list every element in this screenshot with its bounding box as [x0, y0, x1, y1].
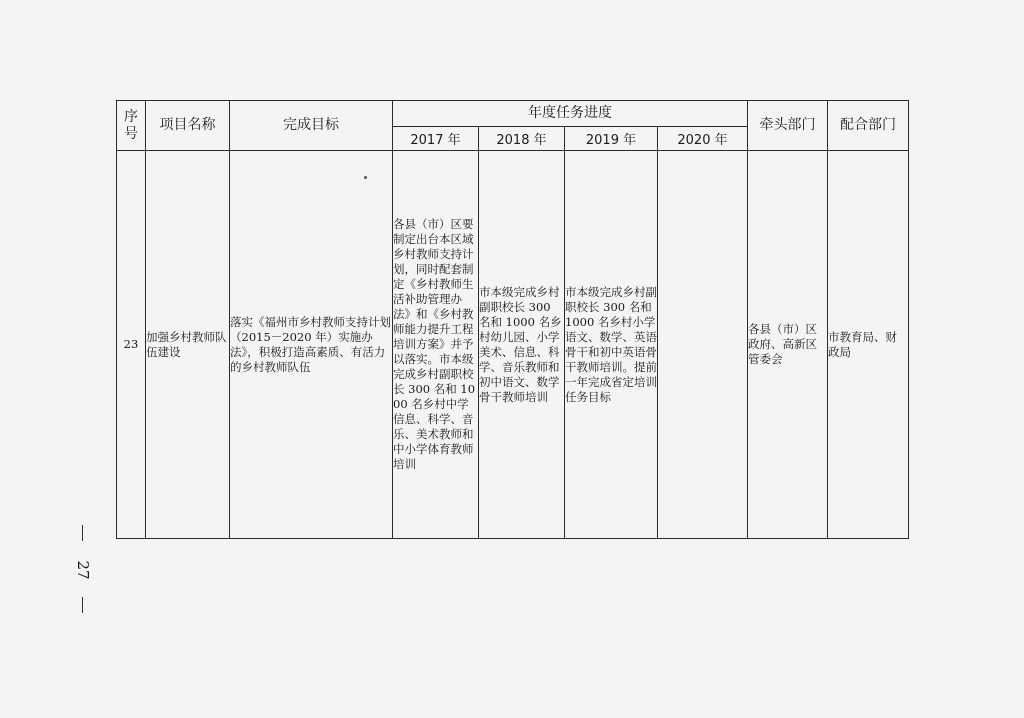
row-project-name: 加强乡村教师队伍建设 [146, 151, 230, 539]
row-lead-dept: 各县（市）区政府、高新区管委会 [748, 151, 828, 539]
page-number [70, 525, 100, 615]
row-seq: 23 [117, 151, 146, 539]
table-row [117, 151, 909, 539]
row-progress-2018: 市本级完成乡村副职校长 300 名和 1000 名乡村幼儿园、小学美术、信息、科学、音乐教师和初中语文、数学骨干教师培训 [479, 151, 565, 539]
row-progress-2020 [658, 151, 748, 539]
row-progress-2017: 各县（市）区要制定出台本区域乡村教师支持计划，同时配套制定《乡村教师生活补助管理办法》和《乡村教师能力提升工程培训方案》并予以落实。市本级完成乡村副职校长 300 名和 1000 名乡村中学信息、科学、音乐、美术教师和中小学体育教师培训 [393, 151, 479, 539]
scan-speck [364, 176, 367, 179]
page-number-dash-top [82, 525, 83, 541]
header-annual-progress: 年度任务进度 [393, 101, 748, 127]
header-seq: 序号 [117, 101, 146, 151]
header-project-name: 项目名称 [146, 101, 230, 151]
page-number-text: 27 [74, 560, 92, 580]
header-year-2019: 2019 年 [565, 127, 658, 151]
header-goal: 完成目标 [230, 101, 393, 151]
row-progress-2019: 市本级完成乡村副职校长 300 名和 1000 名乡村小学语文、数学、英语骨干和初中英语骨干教师培训。提前一年完成省定培训任务目标 [565, 151, 658, 539]
row-goal: 落实《福州市乡村教师支持计划（2015－2020 年）实施办法》，积极打造高素质、有活力的乡村教师队伍 [230, 151, 393, 539]
header-lead-dept: 牵头部门 [748, 101, 828, 151]
header-year-2020: 2020 年 [658, 127, 748, 151]
page-number-dash-bottom [82, 597, 83, 613]
header-year-2018: 2018 年 [479, 127, 565, 151]
header-year-2017: 2017 年 [393, 127, 479, 151]
header-coop-dept: 配合部门 [828, 101, 909, 151]
row-coop-dept: 市教育局、财政局 [828, 151, 909, 539]
task-table [116, 100, 909, 539]
